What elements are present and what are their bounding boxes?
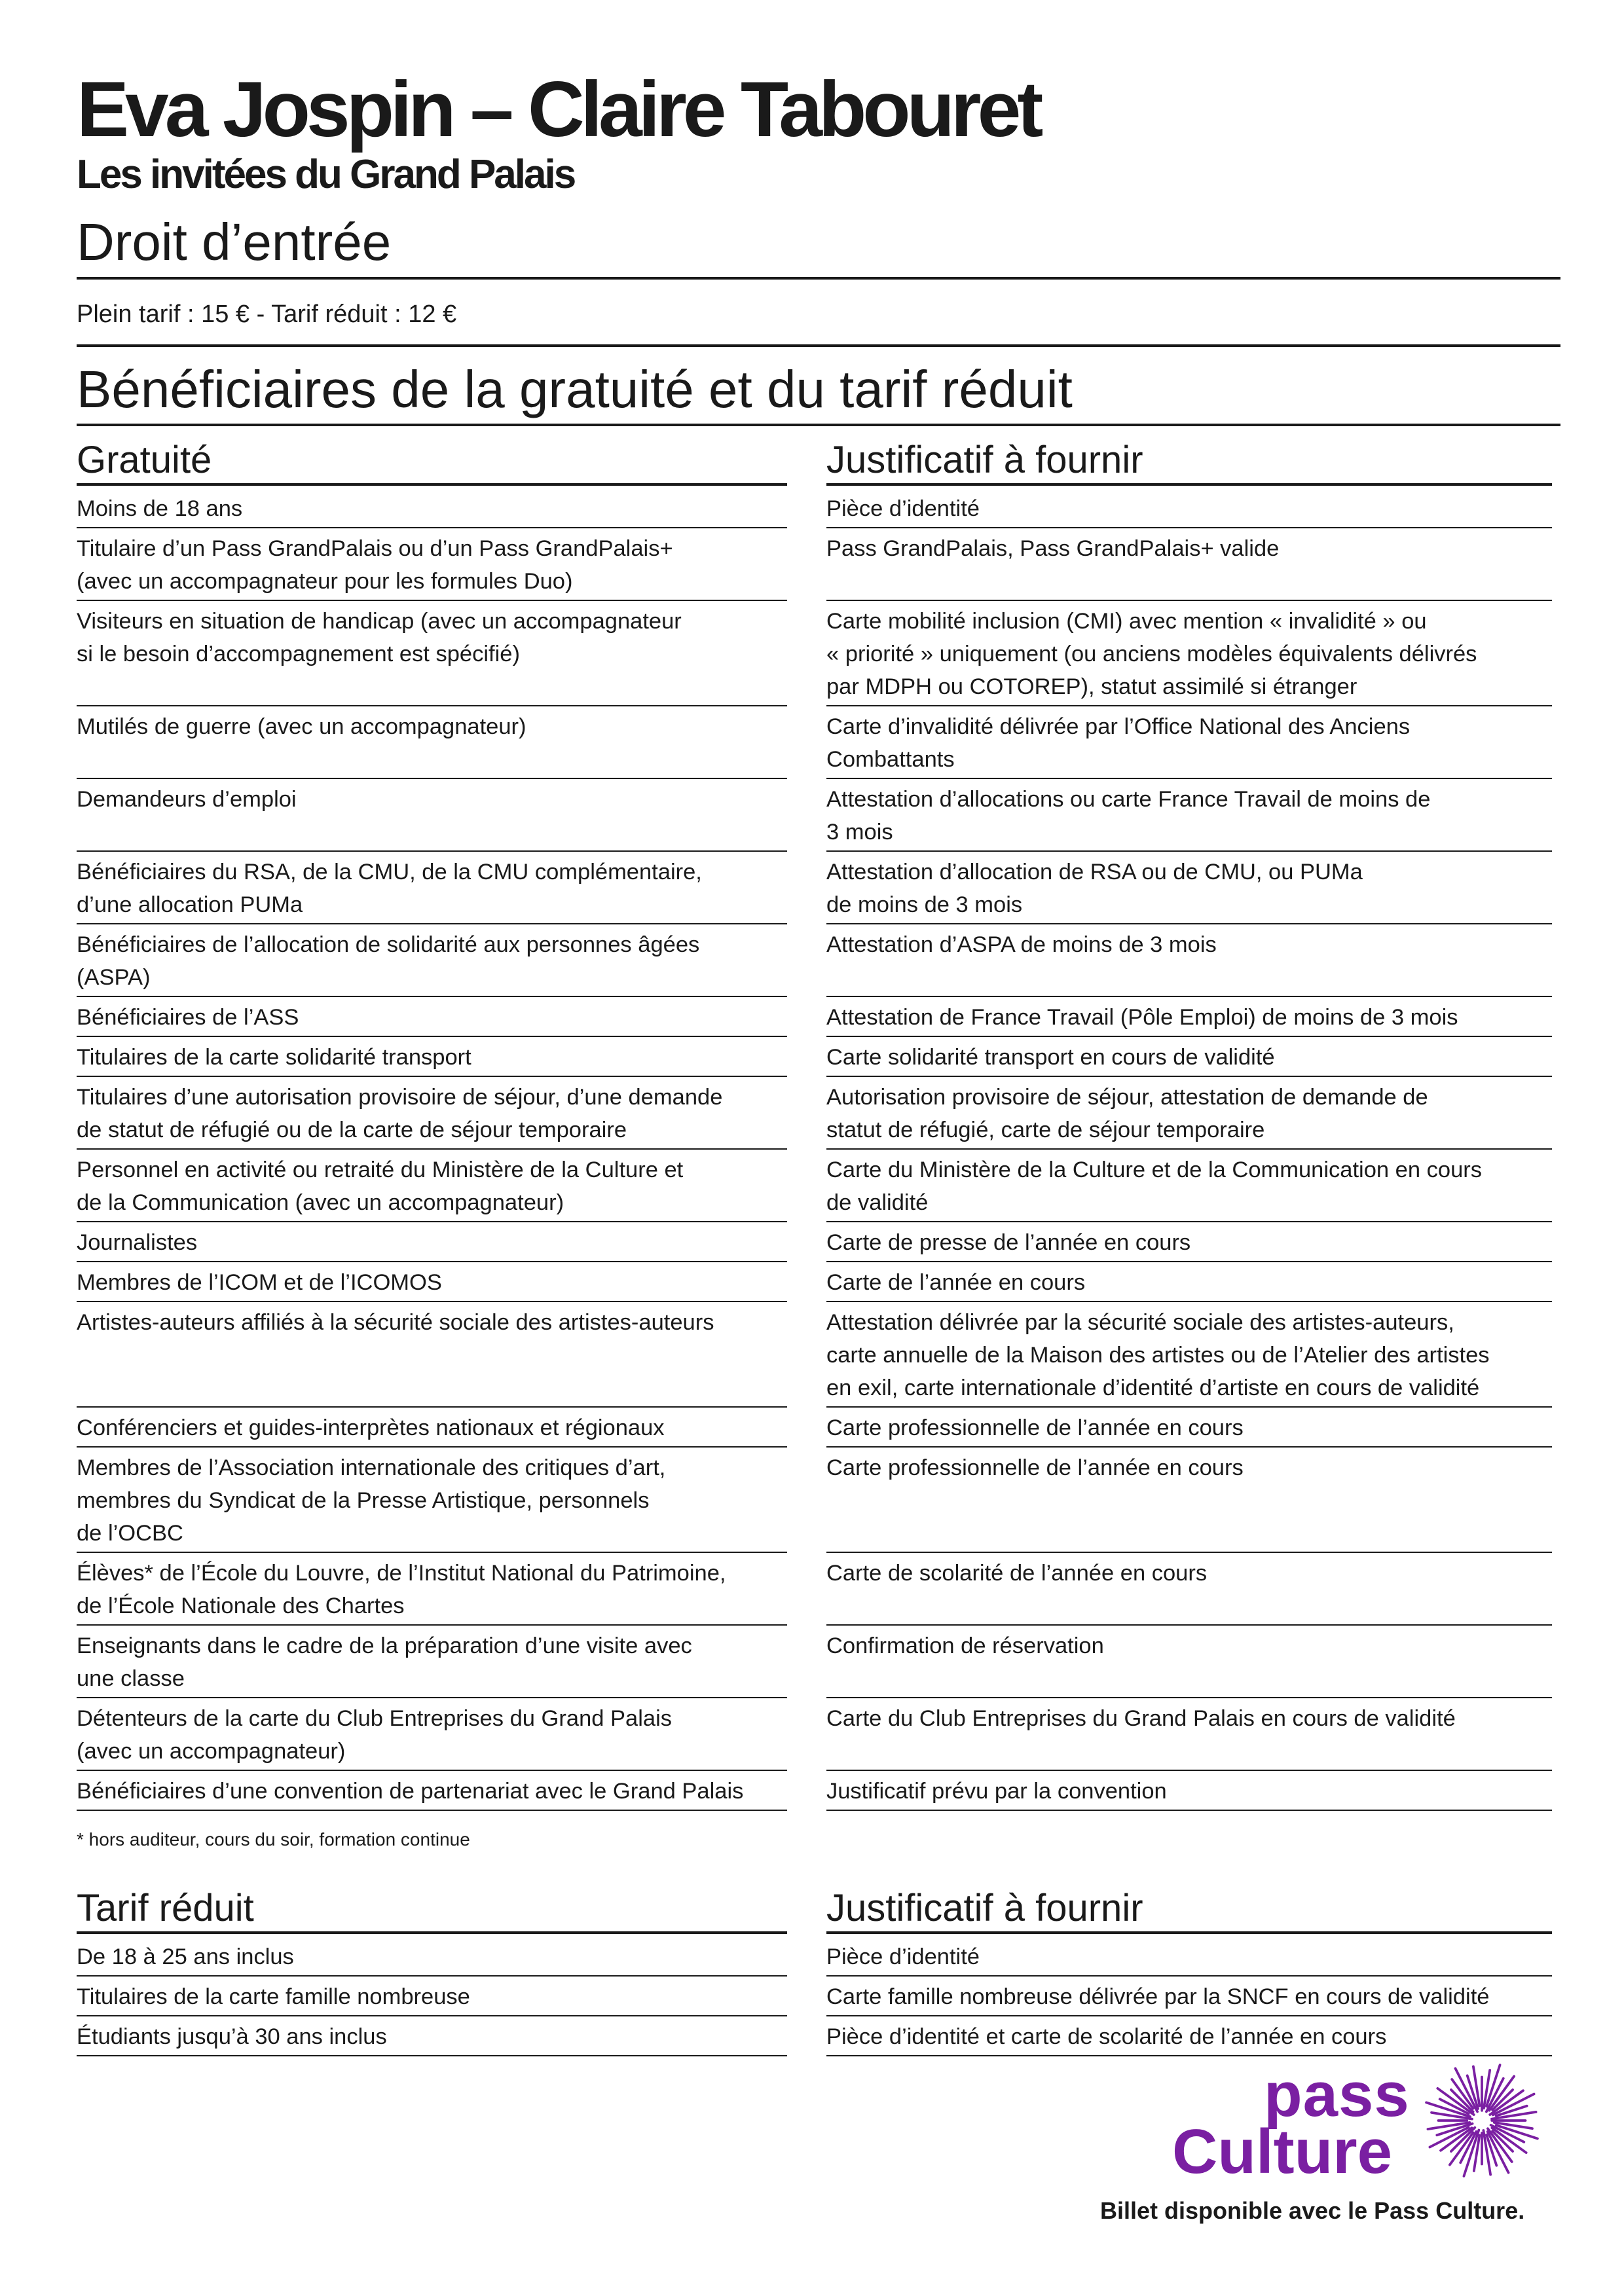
table-row: Carte professionnelle de l’année en cours [826, 1448, 1552, 1553]
free-heading: Gratuité [77, 437, 787, 486]
table-row: Artistes-auteurs affiliés à la sécurité sociale des artistes-auteurs [77, 1302, 787, 1408]
table-row: Moins de 18 ans [77, 488, 787, 528]
table-row: Personnel en activité ou retraité du Ministère de la Culture et de la Communication (avec un accompagnateur) [77, 1150, 787, 1222]
table-row: Journalistes [77, 1222, 787, 1262]
table-row: Membres de l’ICOM et de l’ICOMOS [77, 1262, 787, 1302]
table-row: Attestation de France Travail (Pôle Emploi) de moins de 3 mois [826, 997, 1552, 1037]
table-row: Pièce d’identité [826, 1937, 1552, 1977]
table-row: Confirmation de réservation [826, 1626, 1552, 1698]
logo-word-pass: pass [1264, 2060, 1410, 2130]
divider [77, 344, 1560, 347]
reduced-beneficiary-list [77, 1937, 787, 2056]
table-row: Membres de l’Association internationale des critiques d’art, membres du Syndicat de la Presse Artistique, personnels de l’OCBC [77, 1448, 787, 1553]
table-row: Carte de presse de l’année en cours [826, 1222, 1552, 1262]
table-row: Enseignants dans le cadre de la préparation d’une visite avec une classe [77, 1626, 787, 1698]
table-row: Bénéficiaires du RSA, de la CMU, de la CMU complémentaire, d’une allocation PUMa [77, 852, 787, 924]
footnote: * hors auditeur, cours du soir, formation continue [77, 1829, 470, 1850]
table-row: Titulaires de la carte solidarité transport [77, 1037, 787, 1077]
table-row: Carte mobilité inclusion (CMI) avec mention « invalidité » ou « priorité » uniquement (ou anciens modèles équivalents délivrés par MDPH ou COTOREP), statut assimilé si étranger [826, 601, 1552, 706]
table-row: Demandeurs d’emploi [77, 779, 787, 852]
table-row: Titulaire d’un Pass GrandPalais ou d’un Pass GrandPalais+ (avec un accompagnateur pour les formules Duo) [77, 528, 787, 601]
entry-heading: Droit d’entrée [77, 213, 392, 271]
exhibition-subtitle: Les invitées du Grand Palais [77, 152, 575, 197]
free-beneficiary-list [77, 488, 787, 1811]
table-row: Mutilés de guerre (avec un accompagnateur) [77, 706, 787, 779]
table-row: Carte de scolarité de l’année en cours [826, 1553, 1552, 1626]
table-row: Carte d’invalidité délivrée par l’Office National des Anciens Combattants [826, 706, 1552, 779]
table-row: Bénéficiaires de l’allocation de solidarité aux personnes âgées (ASPA) [77, 924, 787, 997]
table-row: Étudiants jusqu’à 30 ans inclus [77, 2016, 787, 2056]
divider [77, 424, 1560, 426]
table-row: Attestation d’allocation de RSA ou de CMU, ou PUMa de moins de 3 mois [826, 852, 1552, 924]
table-row: Autorisation provisoire de séjour, attestation de demande de statut de réfugié, carte de séjour temporaire [826, 1077, 1552, 1150]
table-row: Détenteurs de la carte du Club Entreprises du Grand Palais (avec un accompagnateur) [77, 1698, 787, 1771]
table-row: Carte du Club Entreprises du Grand Palais en cours de validité [826, 1698, 1552, 1771]
sunburst-icon [1420, 2058, 1544, 2183]
table-row: Justificatif prévu par la convention [826, 1771, 1552, 1811]
table-row: Pièce d’identité [826, 488, 1552, 528]
pass-culture-tagline: Billet disponible avec le Pass Culture. [1100, 2197, 1525, 2224]
divider [77, 277, 1560, 280]
free-proof-heading: Justificatif à fournir [826, 437, 1552, 486]
table-row: Attestation d’allocations ou carte France Travail de moins de 3 mois [826, 779, 1552, 852]
pass-culture-logo [1172, 2062, 1539, 2193]
table-row: Carte professionnelle de l’année en cours [826, 1408, 1552, 1448]
table-row: Carte de l’année en cours [826, 1262, 1552, 1302]
table-row: Bénéficiaires de l’ASS [77, 997, 787, 1037]
table-row: Carte famille nombreuse délivrée par la SNCF en cours de validité [826, 1977, 1552, 2016]
table-row: Pass GrandPalais, Pass GrandPalais+ valide [826, 528, 1552, 601]
table-row: Attestation délivrée par la sécurité sociale des artistes-auteurs, carte annuelle de la Maison des artistes ou de l’Atelier des artistes en exil, carte internationale d’identité d’artiste en cours de validité [826, 1302, 1552, 1408]
table-row: Pièce d’identité et carte de scolarité de l’année en cours [826, 2016, 1552, 2056]
beneficiaries-heading: Bénéficiaires de la gratuité et du tarif réduit [77, 360, 1073, 418]
table-row: Carte solidarité transport en cours de validité [826, 1037, 1552, 1077]
table-row: Bénéficiaires d’une convention de partenariat avec le Grand Palais [77, 1771, 787, 1811]
logo-word-culture: Culture [1172, 2117, 1392, 2187]
exhibition-title: Eva Jospin – Claire Tabouret [77, 65, 1040, 153]
table-row: Visiteurs en situation de handicap (avec un accompagnateur si le besoin d’accompagnement est spécifié) [77, 601, 787, 706]
table-row: Titulaires d’une autorisation provisoire de séjour, d’une demande de statut de réfugié ou de la carte de séjour temporaire [77, 1077, 787, 1150]
table-row: De 18 à 25 ans inclus [77, 1937, 787, 1977]
table-row: Titulaires de la carte famille nombreuse [77, 1977, 787, 2016]
table-row: Carte du Ministère de la Culture et de la Communication en cours de validité [826, 1150, 1552, 1222]
table-row: Conférenciers et guides-interprètes nationaux et régionaux [77, 1408, 787, 1448]
reduced-proof-heading: Justificatif à fournir [826, 1886, 1552, 1934]
reduced-proof-list [826, 1937, 1552, 2056]
price-line: Plein tarif : 15 € - Tarif réduit : 12 € [77, 301, 457, 328]
table-row: Élèves* de l’École du Louvre, de l’Institut National du Patrimoine, de l’École Nationale des Chartes [77, 1553, 787, 1626]
free-proof-list [826, 488, 1552, 1811]
table-row: Attestation d’ASPA de moins de 3 mois [826, 924, 1552, 997]
reduced-heading: Tarif réduit [77, 1886, 787, 1934]
